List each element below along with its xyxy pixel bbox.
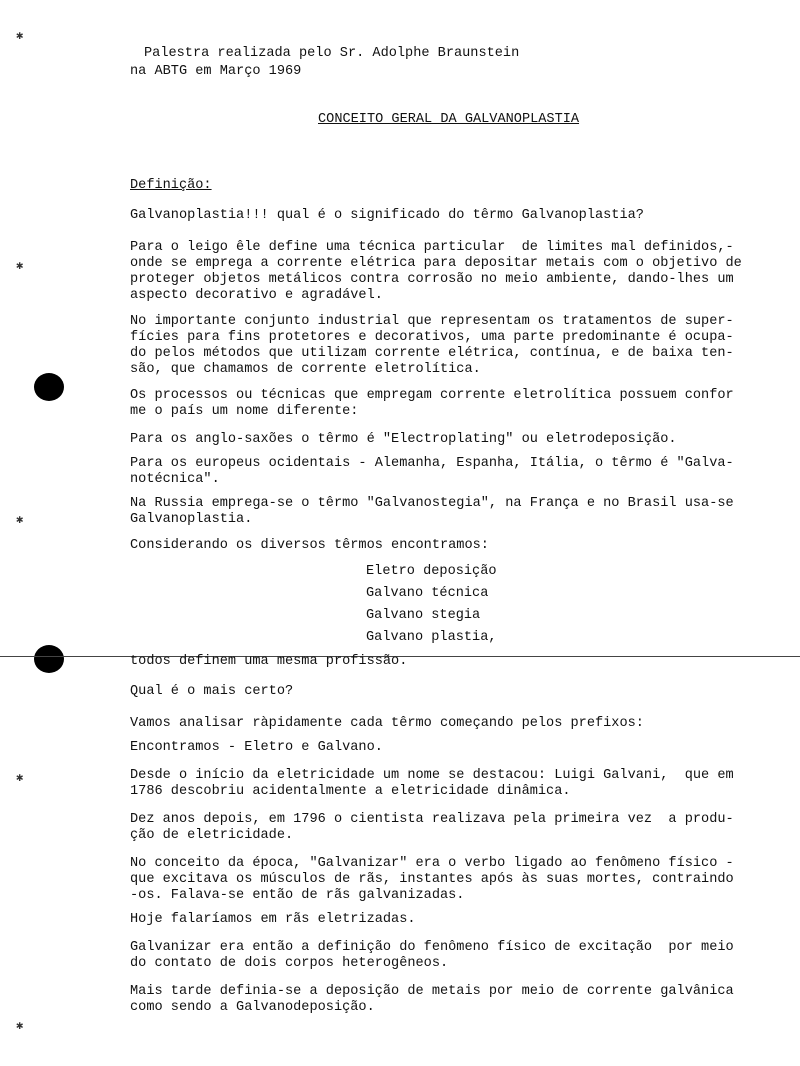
header-line-1: Palestra realizada pelo Sr. Adolphe Braunstein [144, 46, 520, 61]
paragraph-line: onde se emprega a corrente elétrica para depositar metais com o objetivo de [130, 256, 742, 271]
punch-hole-top [34, 373, 64, 401]
section-heading: Definição: [130, 178, 212, 193]
term-item: Eletro deposição [366, 564, 497, 579]
paragraph-line: Na Russia emprega-se o têrmo "Galvanostegia", na França e no Brasil usa-se [130, 496, 734, 511]
paragraph-line: Mais tarde definia-se a deposição de metais por meio de corrente galvânica [130, 984, 734, 999]
speck-mark: ✱ [16, 29, 24, 43]
paragraph-line: Para o leigo êle define uma técnica particular de limites mal definidos,- [130, 240, 734, 255]
paragraph-line: Hoje falaríamos em rãs eletrizadas. [130, 912, 416, 927]
paragraph-line: todos definem uma mesma profissão. [130, 654, 408, 669]
paragraph-line: Considerando os diversos têrmos encontramos: [130, 538, 489, 553]
header-line-2: na ABTG em Março 1969 [130, 64, 302, 79]
page-title: CONCEITO GERAL DA GALVANOPLASTIA [318, 112, 580, 127]
paragraph-line: Os processos ou técnicas que empregam corrente eletrolítica possuem confor [130, 388, 734, 403]
paragraph-line: Desde o início da eletricidade um nome se destacou: Luigi Galvani, que em [130, 768, 734, 783]
term-item: Galvano técnica [366, 586, 489, 601]
speck-mark: ✱ [16, 259, 24, 273]
paragraph-line: -os. Falava-se então de rãs galvanizadas. [130, 888, 465, 903]
paragraph-line: proteger objetos metálicos contra corrosão no meio ambiente, dando-lhes um [130, 272, 734, 287]
paragraph-line: 1786 descobriu acidentalmente a eletricidade dinâmica. [130, 784, 571, 799]
paragraph-line: Qual é o mais certo? [130, 684, 294, 699]
term-item: Galvano stegia [366, 608, 481, 623]
paragraph-line: Galvanizar era então a definição do fenômeno físico de excitação por meio [130, 940, 734, 955]
paragraph-line: como sendo a Galvanodeposição. [130, 1000, 375, 1015]
paragraph-line: Galvanoplastia!!! qual é o significado do têrmo Galvanoplastia? [130, 208, 644, 223]
paragraph-line: Dez anos depois, em 1796 o cientista realizava pela primeira vez a produ- [130, 812, 734, 827]
paragraph-line: ção de eletricidade. [130, 828, 294, 843]
paragraph-line: Encontramos - Eletro e Galvano. [130, 740, 383, 755]
paragraph-line: aspecto decorativo e agradável. [130, 288, 383, 303]
punch-hole-bottom [34, 645, 64, 673]
paragraph-line: Galvanoplastia. [130, 512, 253, 527]
paragraph-line: do contato de dois corpos heterogêneos. [130, 956, 449, 971]
speck-mark: ✱ [16, 513, 24, 527]
paragraph-line: fícies para fins protetores e decorativos, uma parte predominante é ocupa- [130, 330, 734, 345]
speck-mark: ✱ [16, 771, 24, 785]
paragraph-line: do pelos métodos que utilizam corrente elétrica, contínua, e de baixa ten- [130, 346, 734, 361]
paragraph-line: que excitava os músculos de rãs, instantes após às suas mortes, contraindo [130, 872, 734, 887]
paragraph-line: são, que chamamos de corrente eletrolítica. [130, 362, 481, 377]
term-item: Galvano plastia, [366, 630, 497, 645]
paragraph-line: Para os europeus ocidentais - Alemanha, Espanha, Itália, o têrmo é "Galva- [130, 456, 734, 471]
paragraph-line: Vamos analisar ràpidamente cada têrmo começando pelos prefixos: [130, 716, 644, 731]
paragraph-line: notécnica". [130, 472, 220, 487]
paragraph-line: No conceito da época, "Galvanizar" era o verbo ligado ao fenômeno físico - [130, 856, 734, 871]
paragraph-line: me o país um nome diferente: [130, 404, 359, 419]
paragraph-line: Para os anglo-saxões o têrmo é "Electroplating" ou eletrodeposição. [130, 432, 677, 447]
paragraph-line: No importante conjunto industrial que representam os tratamentos de super- [130, 314, 734, 329]
speck-mark: ✱ [16, 1019, 24, 1033]
